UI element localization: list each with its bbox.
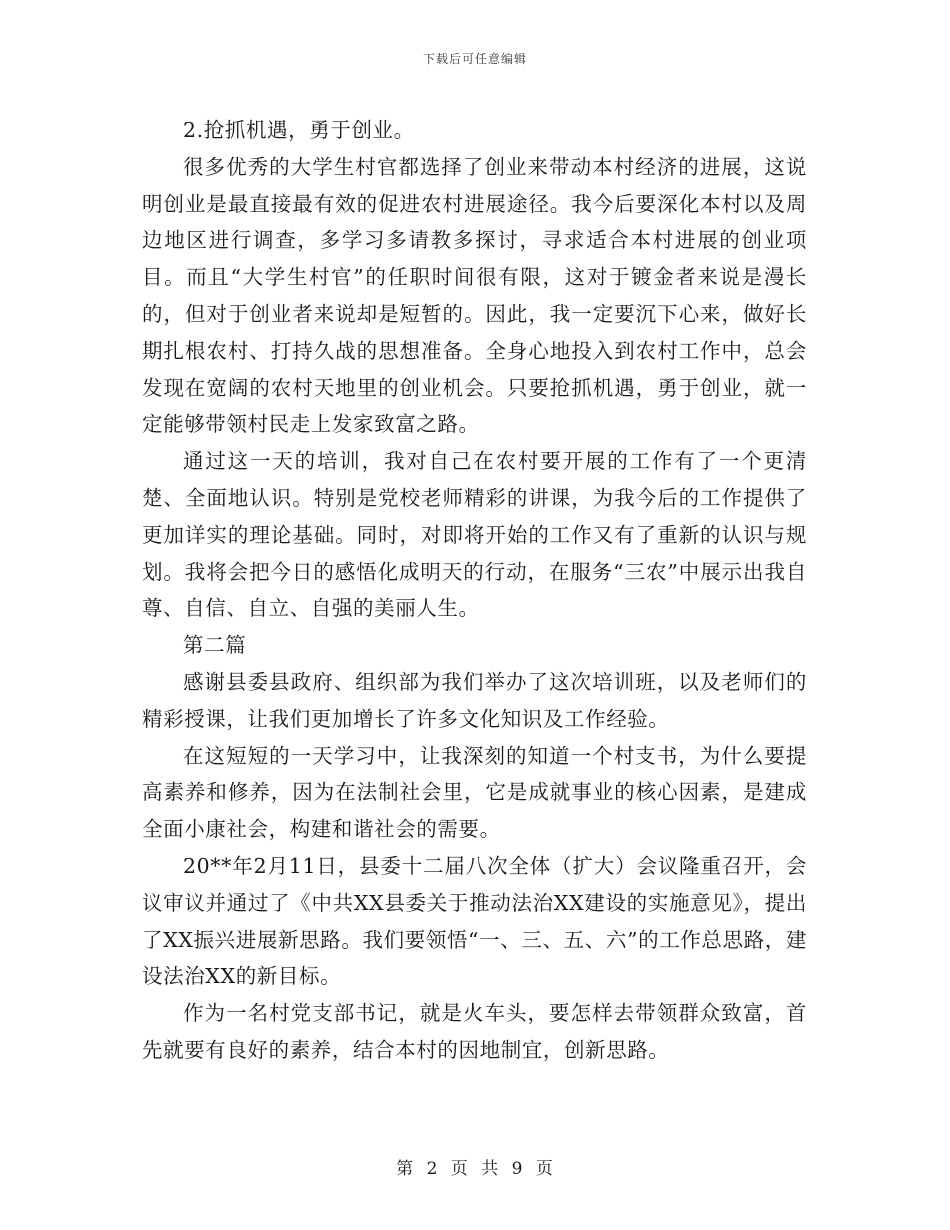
document-body bbox=[142, 112, 807, 1069]
section-title-second: 第二篇 bbox=[183, 633, 247, 658]
paragraph-secretary: 作为一名村党支部书记，就是火车头，要怎样去带领群众致富，首先就要有良好的素养，结合本村的因地制宜，创新思路。 bbox=[142, 1001, 807, 1062]
paragraph-thanks: 感谢县委县政府、组织部为我们举办了这次培训班，以及老师们的精彩授课，让我们更加增长了许多文化知识及工作经验。 bbox=[142, 669, 807, 731]
paragraph-heading-2: 2.抢抓机遇，勇于创业。 bbox=[183, 118, 415, 142]
paragraph-learning: 在这短短的一天学习中，让我深刻的知道一个村支书，为什么要提高素养和修养，因为在法制社会里，它是成就事业的核心因素，是建成全面小康社会，构建和谐社会的需要。 bbox=[142, 743, 807, 842]
paragraph-training-summary: 通过这一天的培训，我对自己在农村要开展的工作有了一个更清楚、全面地认识。特别是党校老师精彩的讲课，为我今后的工作提供了更加详实的理论基础。同时，对即将开始的工作又有了重新的认识与规划。我将会把今日的感悟化成明天的行动，在服务“三农”中展示出我自尊、自信、自立、自强的美丽人生。 bbox=[142, 449, 807, 621]
page-header-note: 下载后可任意编辑 bbox=[422, 52, 527, 66]
paragraph-entrepreneurship: 很多优秀的大学生村官都选择了创业来带动本村经济的进展，这说明创业是最直接最有效的促进农村进展途径。我今后要深化本村以及周边地区进行调查，多学习多请教多探讨，寻求适合本村进展的创业项目。而且“大学生村官”的任职时间很有限，这对于镀金者来说是漫长的，但对于创业者来说却是短暂的。因此，我一定要沉下心来，做好长期扎根农村、打持久战的思想准备。全身心地投入到农村工作中，总会发现在宽阔的农村天地里的创业机会。只要抢抓机遇，勇于创业，就一定能够带领村民走上发家致富之路。 bbox=[142, 154, 807, 437]
paragraph-meeting: 20**年2月11日，县委十二届八次全体（扩大）会议隆重召开，会议审议并通过了《中共XX县委关于推动法治XX建设的实施意见》，提出了XX振兴进展新思路。我们要领悟“一、三、五、六”的工作总思路，建设法治XX的新目标。 bbox=[142, 853, 807, 989]
page-number: 第 2 页 共 9 页 bbox=[396, 1159, 554, 1179]
